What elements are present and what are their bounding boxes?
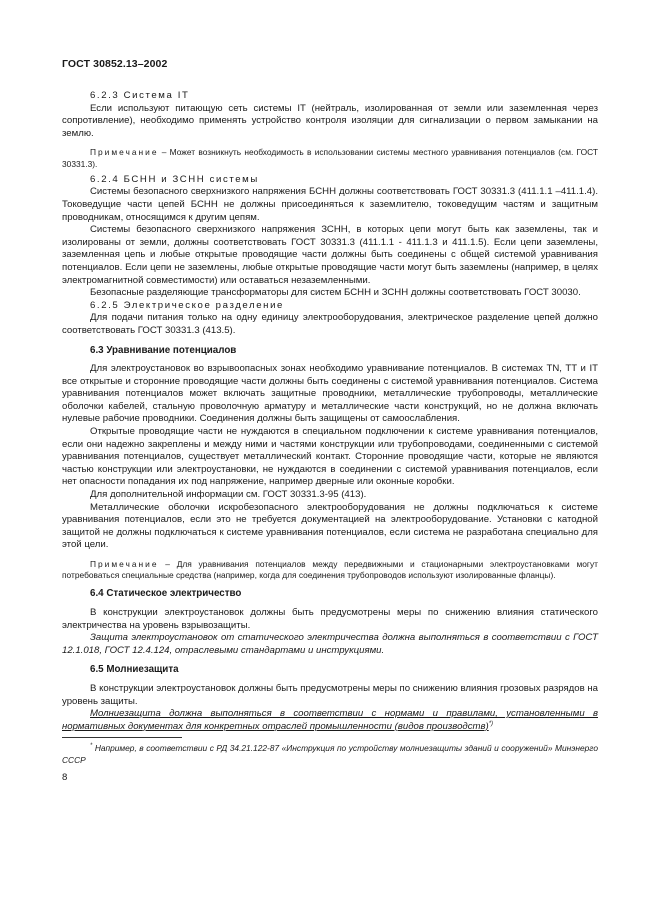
page-number: 8 — [62, 772, 68, 784]
section-6-2-3-paragraph: Если используют питающую сеть системы IT (нейтраль, изолированная от земли или заземленная через сопротивление), необходимо применять устройство контроля изоляции для сигнализации о первом замыкании на землю. — [62, 102, 598, 139]
section-6-2-4-paragraph-2: Системы безопасного сверхнизкого напряжения ЗСНН, в которых цепи могут быть как заземлены, так и изолированы от земли, должны соответствовать ГОСТ 30331.3 (411.1.1 - 411.1.3 и 411.1.5). Если цепи заземлены, заземленная цепь и любые открытые проводящие части должны быть соединены с общей системой уравнивания потенциалов. Если цепи не заземлены, любые открытые проводящие части могут быть заземлены (например, в целях электромагнитной совместимости) или оставаться незаземленными. — [62, 224, 598, 286]
section-6-3-paragraph-2: Открытые проводящие части не нуждаются в специальном подключении к системе уравнивания потенциалов, если они надежно закреплены и между ними и частями конструкции или трубопроводами, соединенными с системой уравнивания потенциалов, существует металлический контакт. Сторонние проводящие части, которые не являются частью конструкции или электроустановки, не нуждаются в соединении с системой уравнивания потенциалов, если нет опасности попадания их под напряжение, например дверные или оконные коробки. — [62, 426, 598, 488]
section-6-2-3-note — [62, 147, 598, 169]
section-6-3-paragraph-4: Металлические оболочки искробезопасного электрооборудования не должны подключаться к системе уравнивания потенциалов, если это не требуется документацией на электрооборудование. Установки с катодной защитой не должны подключаться к системе уравнивания потенциалов, если система не разработана специально для этой цели. — [62, 501, 598, 551]
footnote-text: Например, в соответствии с РД 34.21.122-87 «Инструкция по устройству молниезащиты зданий и сооружений» Минэнерго СССР — [62, 743, 598, 765]
section-6-4-paragraph-1: В конструкции электроустановок должны быть предусмотрены меры по снижению влияния статического электричества на уровень взрывозащиты. — [62, 607, 598, 631]
section-6-2-5-paragraph: Для подачи питания только на одну единицу электрооборудования, электрическое разделение цепей должно соответствовать ГОСТ 30331.3 (413.5). — [62, 312, 598, 336]
paragraph-text: Молниезащита должна выполняться в соответствии с нормами и правилами, установленными в нормативных документах для конкретных отраслей промышленности (видов производств) — [62, 708, 598, 732]
note-label: Примечание — [90, 147, 159, 158]
document-page — [62, 58, 598, 783]
section-6-2-4-title: 6.2.4 БСНН и ЗСНН системы — [90, 173, 259, 185]
section-6-5-title: 6.5 Молниезащита — [90, 664, 179, 676]
section-6-2-4-paragraph-1: Системы безопасного сверхнизкого напряжения БСНН должны соответствовать ГОСТ 30331.3 (411.1.1 –411.1.4). Токоведущие части цепей БСНН не должны присоединяться к заземлителю, токоведущим частям и защитным проводникам, относящимся к другим цепям. — [62, 186, 598, 223]
note-text: – Для уравнивания потенциалов между передвижными и стационарными электроустановками могут потребоваться специальные средства (например, когда для соединения трубопроводов используют изолированные фланцы). — [62, 559, 598, 581]
footnote-mark: * — [90, 743, 93, 750]
section-6-5-paragraph-2 — [62, 708, 598, 733]
section-6-2-3-title: 6.2.3 Система IT — [90, 90, 190, 101]
section-6-2-5-title: 6.2.5 Электрическое разделение — [90, 299, 284, 311]
section-6-5-paragraph-1: В конструкции электроустановок должны быть предусмотрены меры по снижению влияния грозовых разрядов на уровень защиты. — [62, 682, 598, 707]
section-6-3-title: 6.3 Уравнивание потенциалов — [90, 344, 237, 356]
footnote-reference: *) — [488, 720, 494, 727]
section-6-4-title: 6.4 Статическое электричество — [90, 588, 242, 600]
section-6-3-note — [62, 559, 598, 581]
footnote — [62, 743, 598, 766]
section-6-3-paragraph-1: Для электроустановок во взрывоопасных зонах необходимо уравнивание потенциалов. В системах TN, TT и IT все открытые и сторонние проводящие части должны быть соединены с системой уравнивания потенциалов. Система уравнивания потенциалов может включать защитные проводники, металлические трубопроводы, металлические оболочки кабелей, стальную проволочную арматуру и металлические части конструкций, но не должна включать нулевые рабочие проводники. Соединения должны быть защищены от самоослабления. — [62, 363, 598, 425]
section-6-4-paragraph-2: Защита электроустановок от статического электричества должна выполняться в соответствии с ГОСТ 12.1.018, ГОСТ 12.4.124, отраслевыми стандартами и инструкциями. — [62, 632, 598, 656]
footnote-divider — [62, 737, 182, 738]
note-text: – Может возникнуть необходимость в использовании системы местного уравнивания потенциалов (см. ГОСТ 30331.3). — [62, 147, 598, 169]
document-header: ГОСТ 30852.13–2002 — [62, 58, 168, 70]
section-6-3-paragraph-3: Для дополнительной информации см. ГОСТ 30331.3-95 (413). — [90, 489, 367, 501]
section-6-2-4-paragraph-3: Безопасные разделяющие трансформаторы для систем БСНН и ЗСНН должны соответствовать ГОСТ 30030. — [90, 287, 581, 299]
note-label: Примечание — [90, 559, 159, 569]
